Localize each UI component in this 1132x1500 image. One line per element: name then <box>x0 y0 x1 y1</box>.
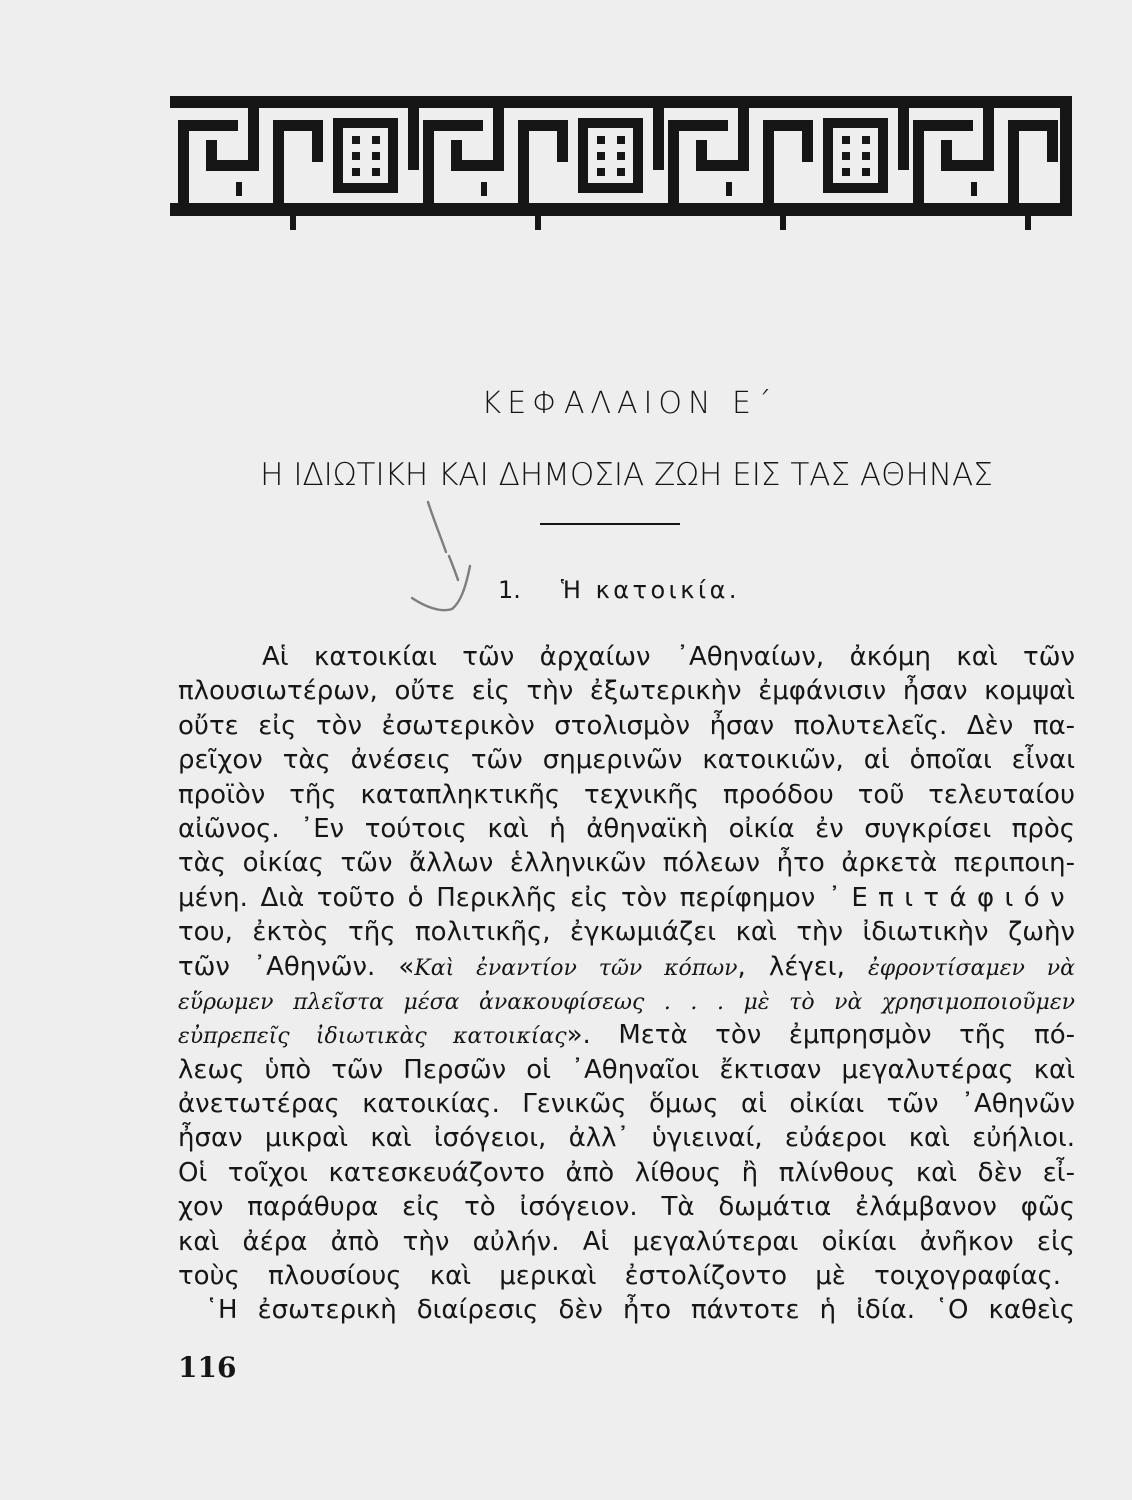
text-line <box>178 881 1075 915</box>
section-number: 1. <box>498 576 521 604</box>
page-number: 116 <box>178 1351 237 1384</box>
text-run: ἦσαν μικραὶ καὶ ἰσόγειοι, ἀλλ᾿ ὑγιειναί, εὐάεροι καὶ εὐήλιοι. <box>178 1123 1075 1154</box>
text-run: ῾Η ἐσωτερικὴ διαίρεσις δὲν ἦτο πάντοτε ἡ ἰδία. ῾Ο καθεὶς <box>205 1295 1075 1326</box>
text-run: Αἱ κατοικίαι τῶν ἀρχαίων ᾿Αθηναίων, ἀκόμη καὶ τῶν <box>262 642 1075 672</box>
text-line <box>178 1259 1075 1293</box>
section-heading <box>498 572 740 608</box>
chapter-title: Η ΙΔΙΩΤΙΚΗ ΚΑΙ ΔΗΜΟΣΙΑ ΖΩΗ ΕΙΣ ΤΑΣ ΑΘΗΝΑΣ <box>260 457 993 493</box>
text-run: τὰς οἰκίας τῶν ἄλλων ἑλληνικῶν πόλεων ἦτο ἀρκετὰ περιποιη- <box>178 848 1075 879</box>
text-line <box>178 950 1075 984</box>
text-line <box>178 1293 1075 1327</box>
quote-italic-run: Καὶ ἐναντίον τῶν κόπων <box>414 955 738 981</box>
text-line <box>178 1018 1075 1052</box>
text-run: πλουσιωτέρων, οὔτε εἰς τὴν ἐξωτερικὴν ἐμφάνισιν ἦσαν κομψαὶ <box>178 676 1075 707</box>
text-run: προϊὸν τῆς καταπληκτικῆς τεχνικῆς προόδου τοῦ τελευταίου <box>178 779 1075 810</box>
text-line <box>178 846 1075 880</box>
text-line <box>178 1087 1075 1121</box>
text-run: τοὺς πλουσίους καὶ μερικαὶ ἐστολίζοντο μὲ τοιχογραφίας. <box>178 1261 1061 1292</box>
pencil-stroke-lower <box>412 556 470 610</box>
text-run: μένη. Διὰ τοῦτο ὁ Περικλῆς εἰς τὸν περίφημον <box>178 882 828 913</box>
text-line <box>178 1156 1075 1190</box>
chapter-label: ΚΕΦΑΛΑΙΟΝ Ε΄ <box>481 386 778 421</box>
text-run: του, ἐκτὸς τῆς πολιτικῆς, ἐγκωμιάζει καὶ τὴν ἰδιωτικὴν ζωὴν <box>178 917 1075 948</box>
body-paragraphs <box>178 640 1075 1328</box>
text-run: χον παράθυρα εἰς τὸ ἰσόγειον. Τὰ δωμάτια ἐλάμβανον φῶς <box>178 1192 1075 1223</box>
text-line <box>178 709 1075 743</box>
text-line <box>178 743 1075 777</box>
text-line <box>178 674 1075 708</box>
spaced-emphasis-run: ᾿Επιτάφιόν <box>827 882 1075 913</box>
text-run: λεως ὑπὸ τῶν Περσῶν οἱ ᾿Αθηναῖοι ἔκτισαν μεγαλυτέρας καὶ <box>178 1054 1075 1085</box>
text-line <box>178 984 1075 1018</box>
text-line <box>178 812 1075 846</box>
text-run: αἰῶνος. ᾿Εν τούτοις καὶ ἡ ἀθηναϊκὴ οἰκία ἐν συγκρίσει πρὸς <box>178 813 1075 844</box>
quote-italic-run: εὐπρεπεῖς ἰδιωτικὰς κατοικίας <box>178 1024 567 1050</box>
quote-italic-run: ἐφροντίσαμεν νὰ <box>867 955 1075 981</box>
text-run: , λέγει, <box>737 951 868 982</box>
section-title: Ἡ κατοικία. <box>560 576 741 604</box>
text-line <box>178 1053 1075 1087</box>
text-run: ἀνετωτέρας κατοικίας. Γενικῶς ὅμως αἱ οἰκίαι τῶν ᾿Αθηνῶν <box>178 1089 1075 1120</box>
pencil-stroke-upper <box>428 502 446 552</box>
text-line <box>178 640 1075 674</box>
text-line <box>178 915 1075 949</box>
text-line <box>178 1121 1075 1155</box>
text-run: ρεῖχον τὰς ἀνέσεις τῶν σημερινῶν κατοικιῶν, αἱ ὁποῖαι εἶναι <box>178 745 1075 776</box>
title-divider <box>540 523 680 525</box>
quote-italic-run: εὕρωμεν πλεῖστα μέσα ἀνακουφίσεως . . . μὲ τὸ νὰ χρησιμοποιοῦμεν <box>178 989 1075 1015</box>
text-line <box>178 1190 1075 1224</box>
text-run: οὔτε εἰς τὸν ἐσωτερικὸν στολισμὸν ἦσαν πολυτελεῖς. Δὲν πα- <box>178 710 1075 741</box>
text-run: καὶ ἀέρα ἀπὸ τὴν αὐλήν. Αἱ μεγαλύτεραι οἰκίαι ἀνῆκον εἰς <box>178 1226 1075 1257</box>
text-run: Οἱ τοῖχοι κατεσκευάζοντο ἀπὸ λίθους ἢ πλίνθους καὶ δὲν εἶ- <box>178 1157 1075 1188</box>
text-run: τῶν ᾿Αθηνῶν. « <box>178 951 415 982</box>
text-line <box>178 778 1075 812</box>
text-line <box>178 1225 1075 1259</box>
text-run: ». Μετὰ τὸν ἐμπρησμὸν τῆς πό- <box>566 1020 1075 1051</box>
